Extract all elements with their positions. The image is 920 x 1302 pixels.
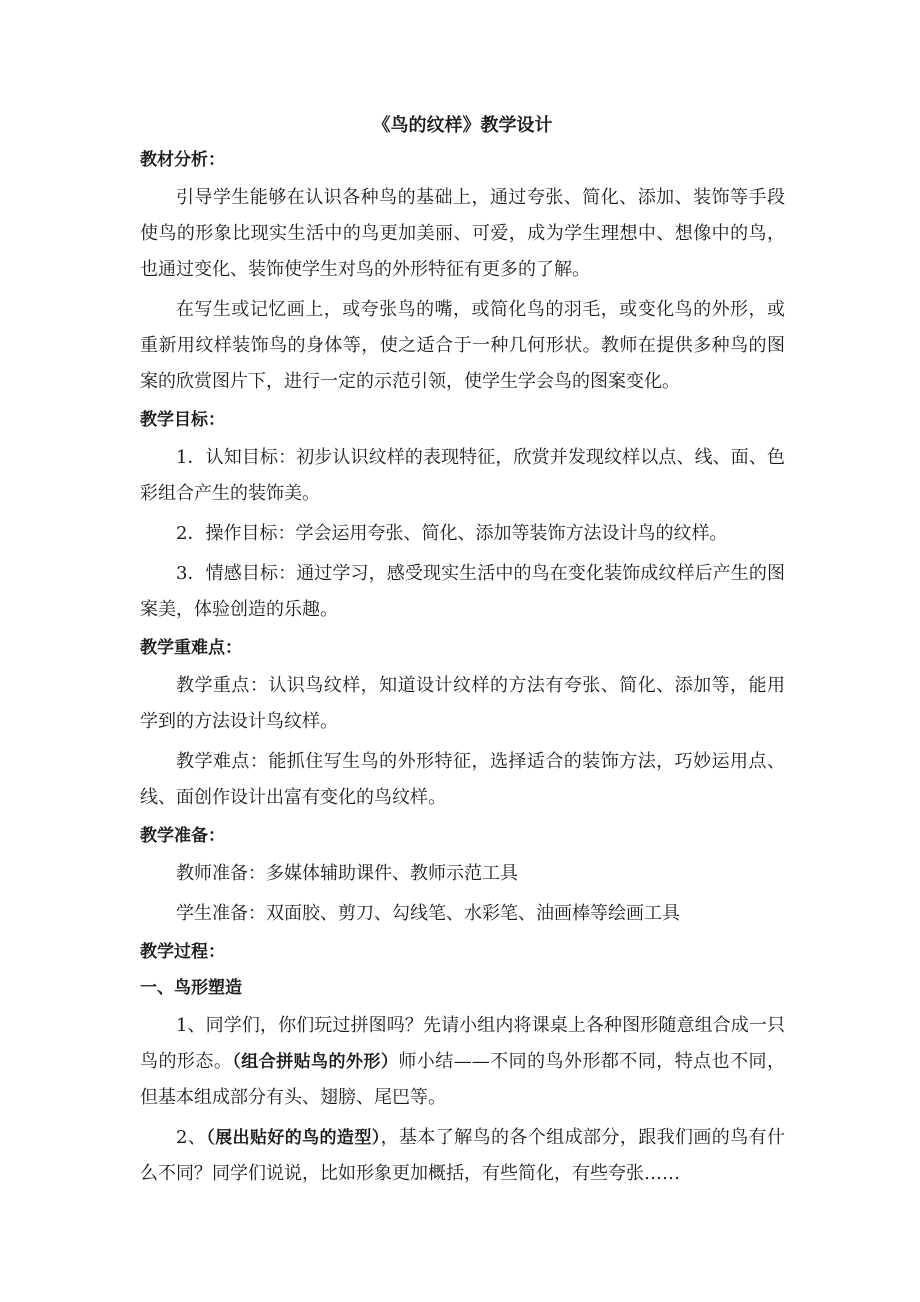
step-1-text-b: 师小结——不同的鸟外形都不同，特点也不同，但基本组成部分有头、翅膀、尾巴等。 xyxy=(140,1051,786,1108)
document-title: 《鸟的纹样》教学设计 xyxy=(372,115,553,136)
goal-2: 2．操作目标：学会运用夸张、简化、添加等装饰方法设计鸟的纹样。 xyxy=(176,523,728,544)
subheading-bird-shape: 一、鸟形塑造 xyxy=(140,978,242,998)
process-step-1 xyxy=(140,1008,785,1116)
step-1-bold: （组合拼贴鸟的外形） xyxy=(232,1052,399,1072)
heading-keypoints: 教学重难点： xyxy=(140,638,242,658)
heading-prep: 教学准备： xyxy=(140,826,225,846)
document-page xyxy=(140,108,785,1196)
heading-analysis: 教材分析： xyxy=(140,150,225,170)
goal-1: 1．认知目标：初步认识纹样的表现特征，欣赏并发现纹样以点、线、面、色彩组合产生的装饰美。 xyxy=(140,447,785,504)
step-2-text-a: 2、 xyxy=(176,1127,207,1148)
keypoint-focus: 教学重点：认识鸟纹样，知道设计纹样的方法有夸张、简化、添加等，能用学到的方法设计鸟纹样。 xyxy=(140,675,785,732)
step-2-text-b: ，基本了解鸟的各个组成部分，跟我们画的鸟有什么不同？同学们说说，比如形象更加概括，有些简化，有些夸张…… xyxy=(140,1127,786,1184)
heading-process: 教学过程： xyxy=(140,942,225,962)
heading-goals: 教学目标： xyxy=(140,410,225,430)
analysis-paragraph-2: 在写生或记忆画上，或夸张鸟的嘴，或简化鸟的羽毛，或变化鸟的外形，或重新用纹样装饰鸟的身体等，使之适合于一种几何形状。教师在提供多种鸟的图案的欣赏图片下，进行一定的示范引领，使学生学会鸟的图案变化。 xyxy=(140,299,785,392)
prep-teacher: 教师准备：多媒体辅助课件、教师示范工具 xyxy=(176,863,518,884)
goal-3: 3．情感目标：通过学习，感受现实生活中的鸟在变化装饰成纹样后产生的图案美，体验创造的乐趣。 xyxy=(140,563,785,620)
prep-student: 学生准备：双面胶、剪刀、勾线笔、水彩笔、油画棒等绘画工具 xyxy=(176,903,680,924)
step-1-text-a: 1、同学们，你们玩过拼图吗？先请小组内将课桌上各种图形随意组合成一只鸟的形态。 xyxy=(140,1015,785,1072)
analysis-paragraph-1: 引导学生能够在认识各种鸟的基础上，通过夸张、简化、添加、装饰等手段使鸟的形象比现实生活中的鸟更加美丽、可爱，成为学生理想中、想像中的鸟，也通过变化、装饰使学生对鸟的外形特征有更多的了解。 xyxy=(140,187,785,280)
step-2-bold: （展出贴好的鸟的造型） xyxy=(206,1128,381,1148)
process-step-2 xyxy=(140,1120,785,1192)
keypoint-difficulty: 教学难点：能抓住写生鸟的外形特征，选择适合的装饰方法，巧妙运用点、线、面创作设计出富有变化的鸟纹样。 xyxy=(140,751,785,808)
